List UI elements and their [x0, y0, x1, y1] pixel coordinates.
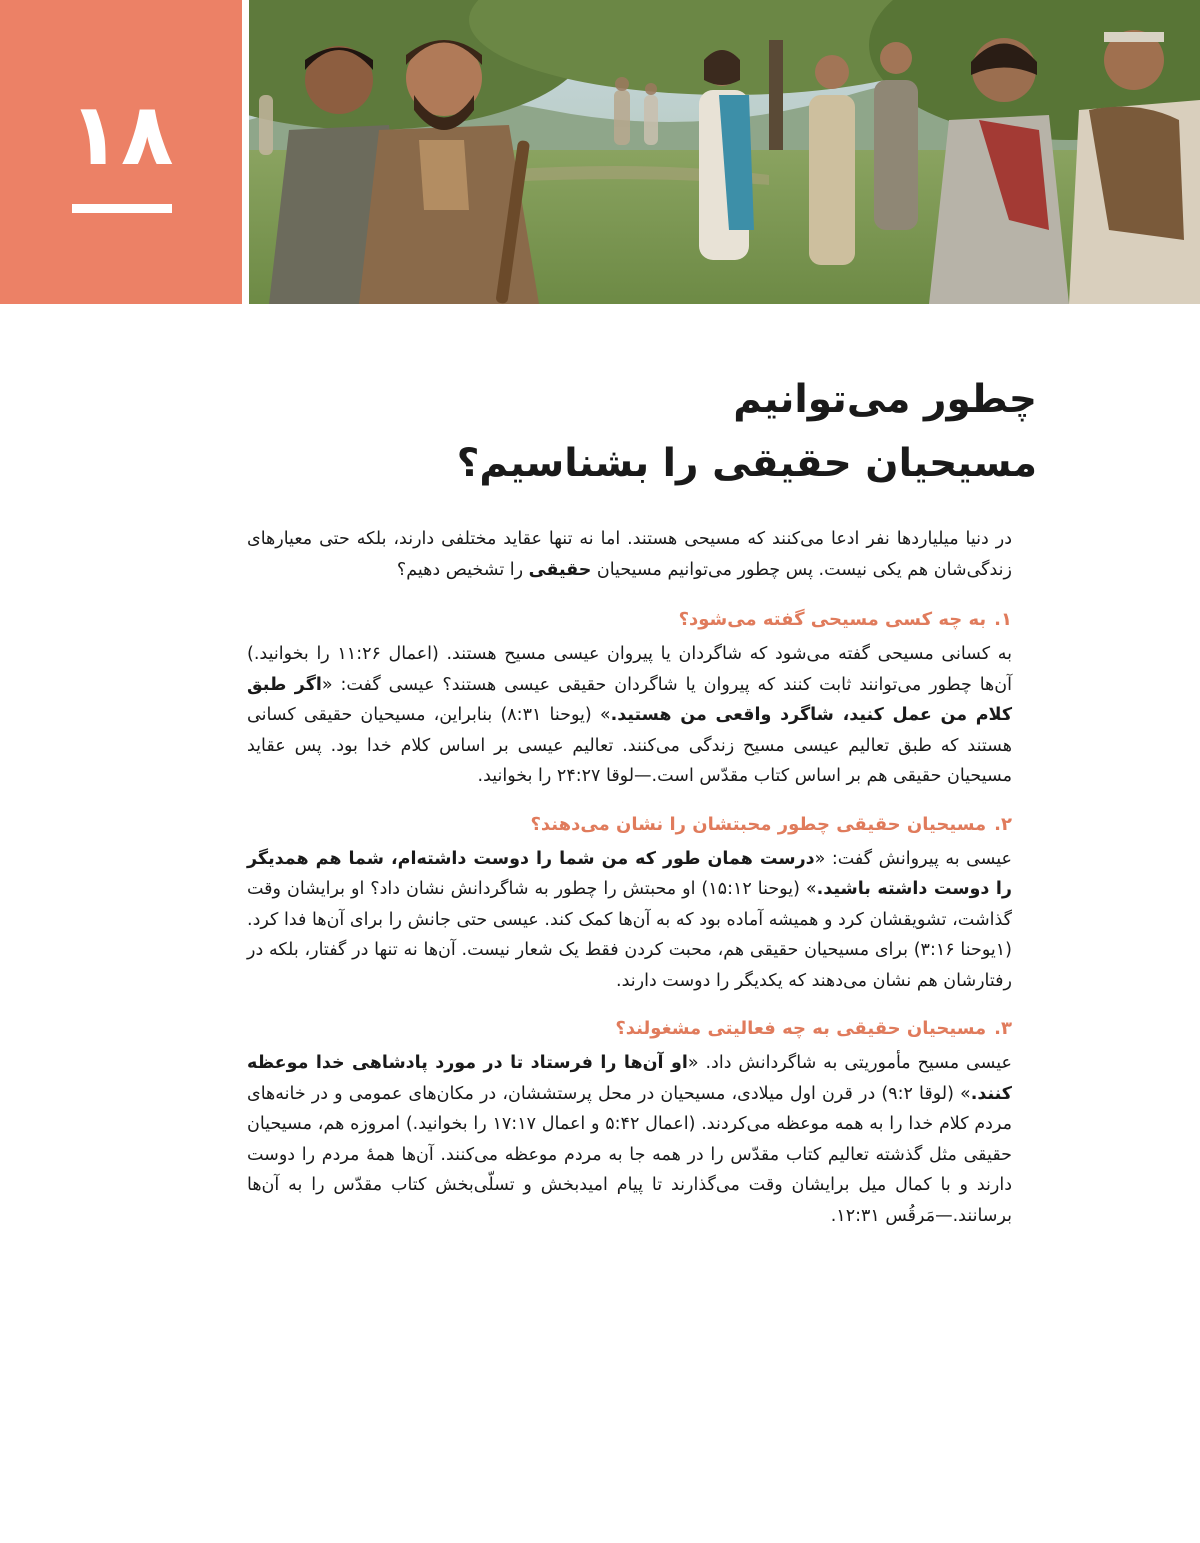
- question-section-2: [247, 810, 1012, 997]
- answer-3-text-b: » (لوقا ۹:۲) در قرن اول میلادی، مسیحیان در محل پرستششان، در مکان‌های عمومی و در خانه‌های مردم کلام خدا را به همه موعظه می‌کردند. (اعمال ۵:۴۲ و اعمال ۱۷:۱۷ را بخوانید.) امروزه هم، مسیحیان حقیقی مثل گذشته تعالیم کتاب مقدّس را در همه جا به مردم موعظه می‌کنند. آن‌ها همهٔ مردم را دوست دارند و با کمال میل برایشان وقت می‌گذارند تا پیام امیدبخش و تسلّی‌بخش کتاب مقدّس را به آن‌ها برسانند.—مَرقُس ۱۲:۳۱.: [247, 1083, 1013, 1226]
- answer-paragraph-2: [247, 844, 1012, 997]
- lesson-number-underline: [72, 204, 172, 213]
- question-section-1: [247, 605, 1012, 792]
- question-heading-2: [247, 810, 1012, 840]
- page-title-line-2: مسیحیان حقیقی را بشناسیم؟: [456, 441, 1037, 486]
- answer-2-text-b: » (یوحنا ۱۵:۱۲) او محبتش را چطور به شاگردانش نشان داد؟ او برایشان وقت گذاشت، تشویقشان کرد و همیشه آماده بود که به آن‌ها کمک کند. عیسی حتی جانش را برای آن‌ها فدا کرد. (۱یوحنا ۳:۱۶) برای مسیحیان حقیقی هم، محبت کردن فقط یک شعار نیست. آن‌ها نه تنها در گفتار، بلکه در رفتارشان هم نشان می‌دهند که یکدیگر را دوست دارند.: [247, 879, 1012, 991]
- intro-text-start: در دنیا میلیاردها نفر ادعا می‌کنند که مسیحی هستند. اما نه تنها عقاید مختلفی دارند، بلکه حتی معیارهای زندگی‌شان هم یکی نیست. پس چطور می‌توانیم مسیحیان: [247, 529, 1012, 580]
- intro-paragraph: [247, 524, 1012, 585]
- answer-2-text-a: عیسی به پیروانش گفت: «: [814, 848, 1012, 869]
- page-title: [217, 368, 1037, 496]
- header: [0, 0, 1200, 304]
- question-heading-3: [247, 1014, 1012, 1044]
- question-text-3: مسیحیان حقیقی به چه فعالیتی مشغولند؟: [615, 1018, 987, 1039]
- page-title-line-1: چطور می‌توانیم: [733, 377, 1037, 422]
- question-number-3: ۳.: [994, 1018, 1012, 1039]
- intro-text-end: را تشخیص دهیم؟: [396, 559, 529, 580]
- answer-1-text-b: » (یوحنا ۸:۳۱) بنابراین، مسیحیان حقیقی کسانی هستند که طبق تعالیم عیسی مسیح زندگی می‌کنند. تعالیم عیسی بر اساس کلام خدا بود. پس عقاید مسیحیان حقیقی هم بر اساس کتاب مقدّس است.—لوقا ۲۴:۲۷ را بخوانید.: [247, 705, 1012, 786]
- lesson-content: [247, 524, 1012, 1249]
- answer-2-quote: درست همان طور که من شما را دوست داشته‌ام، شما هم همدیگر را دوست داشته باشید.: [247, 848, 1012, 899]
- answer-1-quote: اگر طبق کلام من عمل کنید، شاگرد واقعی من هستید.: [247, 674, 1012, 725]
- lesson-number: ۱۸: [68, 85, 174, 185]
- answer-3-text-a: عیسی مسیح مأموریتی به شاگردانش داد. «: [687, 1053, 1012, 1073]
- header-photo: [249, 0, 1200, 304]
- question-number-2: ۲.: [994, 813, 1012, 835]
- question-text-2: مسیحیان حقیقی چطور محبتشان را نشان می‌دهند؟: [530, 813, 987, 835]
- question-section-3: [247, 1014, 1012, 1231]
- answer-3-quote: او آن‌ها را فرستاد تا در مورد پادشاهی خدا موعظه کنند.: [247, 1053, 1012, 1104]
- answer-paragraph-1: [247, 639, 1012, 792]
- answer-paragraph-3: [247, 1048, 1012, 1231]
- lesson-number-box: [0, 0, 242, 304]
- intro-emphasis: حقیقی: [528, 559, 592, 580]
- answer-1-text-a: به کسانی مسیحی گفته می‌شود که شاگردان یا پیروان عیسی مسیح هستند. (اعمال ۱۱:۲۶ را بخوانید.) آن‌ها چطور می‌توانند ثابت کنند که پیروان یا شاگردان حقیقی عیسی هستند؟ عیسی گفت: «: [247, 644, 1012, 695]
- question-heading-1: [247, 605, 1012, 635]
- question-text-1: به چه کسی مسیحی گفته می‌شود؟: [678, 609, 987, 630]
- question-number-1: ۱.: [994, 609, 1012, 630]
